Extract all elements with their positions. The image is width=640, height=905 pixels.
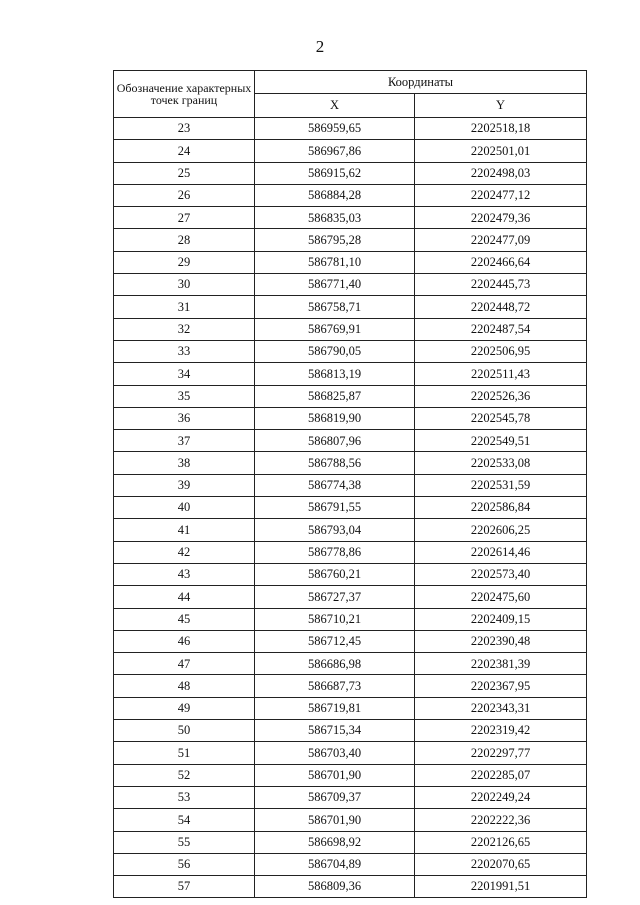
- y-coordinate-cell: 2202409,15: [415, 608, 587, 630]
- x-coordinate-cell: 586719,81: [255, 697, 415, 719]
- table-row: [114, 630, 587, 652]
- y-coordinate-cell: 2202518,18: [415, 118, 587, 140]
- point-number-cell: 31: [114, 296, 255, 318]
- y-coordinate-cell: 2202531,59: [415, 474, 587, 496]
- table-row: [114, 251, 587, 273]
- table-row: [114, 697, 587, 719]
- x-coordinate-cell: 586701,90: [255, 809, 415, 831]
- table-row: [114, 274, 587, 296]
- y-coordinate-cell: 2202586,84: [415, 497, 587, 519]
- table-row: [114, 363, 587, 385]
- x-coordinate-cell: 586758,71: [255, 296, 415, 318]
- header-point-designation: Обозначение характерных точек границ: [114, 71, 255, 118]
- table-row: [114, 541, 587, 563]
- y-coordinate-cell: 2201991,51: [415, 876, 587, 898]
- x-coordinate-cell: 586710,21: [255, 608, 415, 630]
- table-row: [114, 764, 587, 786]
- point-number-cell: 33: [114, 340, 255, 362]
- table-row: [114, 519, 587, 541]
- y-coordinate-cell: 2202477,12: [415, 184, 587, 206]
- point-number-cell: 25: [114, 162, 255, 184]
- y-coordinate-cell: 2202466,64: [415, 251, 587, 273]
- table-row: [114, 296, 587, 318]
- x-coordinate-cell: 586774,38: [255, 474, 415, 496]
- x-coordinate-cell: 586967,86: [255, 140, 415, 162]
- y-coordinate-cell: 2202506,95: [415, 340, 587, 362]
- coordinates-table: [113, 70, 587, 898]
- table-row: [114, 184, 587, 206]
- point-number-cell: 24: [114, 140, 255, 162]
- header-coordinates: Координаты: [255, 71, 587, 94]
- y-coordinate-cell: 2202285,07: [415, 764, 587, 786]
- point-number-cell: 46: [114, 630, 255, 652]
- table-row: [114, 608, 587, 630]
- y-coordinate-cell: 2202479,36: [415, 207, 587, 229]
- point-number-cell: 38: [114, 452, 255, 474]
- point-number-cell: 45: [114, 608, 255, 630]
- page-number: 2: [315, 37, 325, 56]
- point-number-cell: 56: [114, 853, 255, 875]
- point-number-cell: 28: [114, 229, 255, 251]
- point-number-cell: 55: [114, 831, 255, 853]
- y-coordinate-cell: 2202549,51: [415, 430, 587, 452]
- point-number-cell: 42: [114, 541, 255, 563]
- x-coordinate-cell: 586727,37: [255, 586, 415, 608]
- point-number-cell: 52: [114, 764, 255, 786]
- header-y: Y: [415, 94, 587, 118]
- x-coordinate-cell: 586809,36: [255, 876, 415, 898]
- table-row: [114, 831, 587, 853]
- table-row: [114, 586, 587, 608]
- header-x: X: [255, 94, 415, 118]
- x-coordinate-cell: 586795,28: [255, 229, 415, 251]
- y-coordinate-cell: 2202319,42: [415, 720, 587, 742]
- y-coordinate-cell: 2202343,31: [415, 697, 587, 719]
- y-coordinate-cell: 2202573,40: [415, 563, 587, 585]
- table-row: [114, 653, 587, 675]
- point-number-cell: 37: [114, 430, 255, 452]
- point-number-cell: 48: [114, 675, 255, 697]
- table-row: [114, 407, 587, 429]
- x-coordinate-cell: 586825,87: [255, 385, 415, 407]
- table-row: [114, 497, 587, 519]
- x-coordinate-cell: 586771,40: [255, 274, 415, 296]
- point-number-cell: 54: [114, 809, 255, 831]
- point-number-cell: 40: [114, 497, 255, 519]
- x-coordinate-cell: 586703,40: [255, 742, 415, 764]
- y-coordinate-cell: 2202606,25: [415, 519, 587, 541]
- x-coordinate-cell: 586915,62: [255, 162, 415, 184]
- x-coordinate-cell: 586712,45: [255, 630, 415, 652]
- point-number-cell: 43: [114, 563, 255, 585]
- y-coordinate-cell: 2202126,65: [415, 831, 587, 853]
- x-coordinate-cell: 586701,90: [255, 764, 415, 786]
- table-row: [114, 563, 587, 585]
- x-coordinate-cell: 586788,56: [255, 452, 415, 474]
- table-row: [114, 140, 587, 162]
- point-number-cell: 39: [114, 474, 255, 496]
- point-number-cell: 30: [114, 274, 255, 296]
- point-number-cell: 27: [114, 207, 255, 229]
- y-coordinate-cell: 2202545,78: [415, 407, 587, 429]
- x-coordinate-cell: 586687,73: [255, 675, 415, 697]
- x-coordinate-cell: 586698,92: [255, 831, 415, 853]
- x-coordinate-cell: 586769,91: [255, 318, 415, 340]
- y-coordinate-cell: 2202511,43: [415, 363, 587, 385]
- point-number-cell: 57: [114, 876, 255, 898]
- x-coordinate-cell: 586686,98: [255, 653, 415, 675]
- table-row: [114, 742, 587, 764]
- x-coordinate-cell: 586778,86: [255, 541, 415, 563]
- y-coordinate-cell: 2202533,08: [415, 452, 587, 474]
- table-row: [114, 876, 587, 898]
- point-number-cell: 29: [114, 251, 255, 273]
- table-row: [114, 118, 587, 140]
- table-row: [114, 318, 587, 340]
- table-row: [114, 229, 587, 251]
- table-row: [114, 786, 587, 808]
- y-coordinate-cell: 2202367,95: [415, 675, 587, 697]
- table-body: [114, 118, 587, 898]
- point-number-cell: 36: [114, 407, 255, 429]
- y-coordinate-cell: 2202498,03: [415, 162, 587, 184]
- point-number-cell: 41: [114, 519, 255, 541]
- y-coordinate-cell: 2202487,54: [415, 318, 587, 340]
- y-coordinate-cell: 2202381,39: [415, 653, 587, 675]
- y-coordinate-cell: 2202445,73: [415, 274, 587, 296]
- y-coordinate-cell: 2202249,24: [415, 786, 587, 808]
- point-number-cell: 44: [114, 586, 255, 608]
- table-row: [114, 809, 587, 831]
- y-coordinate-cell: 2202390,48: [415, 630, 587, 652]
- table-row: [114, 474, 587, 496]
- x-coordinate-cell: 586790,05: [255, 340, 415, 362]
- y-coordinate-cell: 2202501,01: [415, 140, 587, 162]
- x-coordinate-cell: 586709,37: [255, 786, 415, 808]
- x-coordinate-cell: 586959,65: [255, 118, 415, 140]
- point-number-cell: 34: [114, 363, 255, 385]
- x-coordinate-cell: 586835,03: [255, 207, 415, 229]
- table-row: [114, 340, 587, 362]
- y-coordinate-cell: 2202448,72: [415, 296, 587, 318]
- x-coordinate-cell: 586884,28: [255, 184, 415, 206]
- point-number-cell: 51: [114, 742, 255, 764]
- point-number-cell: 50: [114, 720, 255, 742]
- point-number-cell: 53: [114, 786, 255, 808]
- table-header: [114, 71, 587, 118]
- y-coordinate-cell: 2202070,65: [415, 853, 587, 875]
- point-number-cell: 32: [114, 318, 255, 340]
- table-row: [114, 452, 587, 474]
- x-coordinate-cell: 586781,10: [255, 251, 415, 273]
- point-number-cell: 23: [114, 118, 255, 140]
- table-row: [114, 385, 587, 407]
- table-row: [114, 675, 587, 697]
- table-row: [114, 162, 587, 184]
- y-coordinate-cell: 2202222,36: [415, 809, 587, 831]
- y-coordinate-cell: 2202477,09: [415, 229, 587, 251]
- point-number-cell: 49: [114, 697, 255, 719]
- y-coordinate-cell: 2202614,46: [415, 541, 587, 563]
- x-coordinate-cell: 586813,19: [255, 363, 415, 385]
- x-coordinate-cell: 586807,96: [255, 430, 415, 452]
- y-coordinate-cell: 2202526,36: [415, 385, 587, 407]
- point-number-cell: 26: [114, 184, 255, 206]
- point-number-cell: 47: [114, 653, 255, 675]
- x-coordinate-cell: 586760,21: [255, 563, 415, 585]
- x-coordinate-cell: 586793,04: [255, 519, 415, 541]
- table-row: [114, 720, 587, 742]
- x-coordinate-cell: 586791,55: [255, 497, 415, 519]
- y-coordinate-cell: 2202297,77: [415, 742, 587, 764]
- table-row: [114, 853, 587, 875]
- x-coordinate-cell: 586819,90: [255, 407, 415, 429]
- x-coordinate-cell: 586715,34: [255, 720, 415, 742]
- table-row: [114, 207, 587, 229]
- table-row: [114, 430, 587, 452]
- y-coordinate-cell: 2202475,60: [415, 586, 587, 608]
- x-coordinate-cell: 586704,89: [255, 853, 415, 875]
- point-number-cell: 35: [114, 385, 255, 407]
